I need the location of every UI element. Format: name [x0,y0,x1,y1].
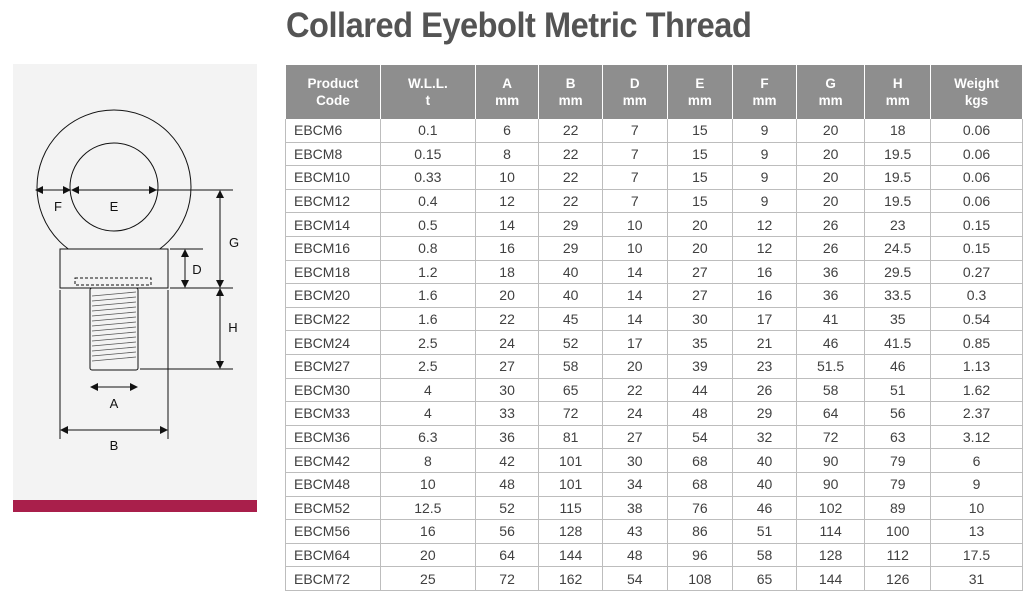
column-header-line2: mm [885,93,910,108]
table-row [286,189,1023,213]
column-header [931,65,1023,119]
table-cell: 7 [602,119,667,142]
table-row [286,472,1023,496]
column-header [602,65,667,119]
table-cell: 14 [475,213,539,237]
table-cell: 102 [796,496,865,520]
table-cell: 3.12 [931,425,1023,449]
table-cell: 24 [602,402,667,426]
table-cell: 40 [539,260,603,284]
table-cell: 72 [539,402,603,426]
table-cell: 26 [796,236,865,260]
table-cell: 1.2 [380,260,475,284]
table-cell: 65 [733,567,797,591]
column-header-line2: mm [687,93,712,108]
table-cell: 86 [667,520,733,544]
column-header-line2: mm [622,93,647,108]
table-cell: 0.8 [380,236,475,260]
table-cell: 23 [733,354,797,378]
column-header-line1: Product [307,76,359,91]
table-cell: 22 [539,142,603,166]
table-cell: 2.5 [380,331,475,355]
table-cell: 9 [733,189,797,213]
table-row [286,166,1023,190]
table-cell: 31 [931,567,1023,591]
column-header-line1: D [629,76,640,91]
table-cell: 38 [602,496,667,520]
table-cell: 114 [796,520,865,544]
column-header-line1: Weight [954,76,999,91]
table-row [286,142,1023,166]
eye-outer-circle [37,110,191,264]
table-cell: 144 [539,543,603,567]
column-header-line2: mm [818,93,843,108]
column-header-line2: kgs [964,93,989,108]
table-cell: 36 [796,284,865,308]
table-cell: 144 [796,567,865,591]
table-body [286,119,1023,590]
table-cell: 17.5 [931,543,1023,567]
table-cell: 26 [796,213,865,237]
table-cell: 162 [539,567,603,591]
table-cell: 20 [667,213,733,237]
table-cell: 46 [865,354,931,378]
column-header-line2: Code [316,93,350,108]
table-cell: 16 [733,284,797,308]
table-cell: 29 [539,236,603,260]
table-cell: 15 [667,119,733,142]
table-cell: 6.3 [380,425,475,449]
table-cell: 10 [380,472,475,496]
table-cell: 22 [539,189,603,213]
table-cell: 20 [796,142,865,166]
accent-bar [13,500,257,512]
eye-inner-circle [70,143,158,231]
table-cell: 42 [475,449,539,473]
table-cell: 22 [539,119,603,142]
column-header [475,65,539,119]
table-row [286,520,1023,544]
table-cell: 7 [602,189,667,213]
table-row [286,236,1023,260]
table-cell: 9 [733,166,797,190]
table-cell: 40 [733,449,797,473]
eyebolt-diagram [13,64,257,500]
table-cell: 51 [865,378,931,402]
product-code-cell: EBCM72 [286,567,381,591]
product-code-cell: EBCM20 [286,284,381,308]
table-cell: 12.5 [380,496,475,520]
table-cell: 0.06 [931,189,1023,213]
table-row [286,284,1023,308]
table-cell: 12 [733,236,797,260]
table-cell: 24.5 [865,236,931,260]
table-cell: 40 [733,472,797,496]
table-cell: 81 [539,425,603,449]
table-cell: 24 [475,331,539,355]
page-title: Collared Eyebolt Metric Thread [286,6,752,45]
table-cell: 72 [796,425,865,449]
table-row [286,449,1023,473]
table-cell: 101 [539,472,603,496]
table-cell: 44 [667,378,733,402]
table-cell: 2.5 [380,354,475,378]
table-cell: 128 [539,520,603,544]
table-cell: 35 [865,307,931,331]
table-cell: 15 [667,166,733,190]
table-cell: 126 [865,567,931,591]
table-cell: 29 [733,402,797,426]
table-cell: 34 [602,472,667,496]
table-cell: 8 [380,449,475,473]
product-code-cell: EBCM24 [286,331,381,355]
table-cell: 20 [380,543,475,567]
table-cell: 54 [667,425,733,449]
table-cell: 30 [602,449,667,473]
table-cell: 29 [539,213,603,237]
table-cell: 4 [380,378,475,402]
table-cell: 14 [602,284,667,308]
table-cell: 18 [475,260,539,284]
table-cell: 48 [667,402,733,426]
table-cell: 41 [796,307,865,331]
product-code-cell: EBCM33 [286,402,381,426]
product-code-cell: EBCM52 [286,496,381,520]
table-cell: 14 [602,260,667,284]
table-cell: 32 [733,425,797,449]
column-header [733,65,797,119]
table-cell: 79 [865,472,931,496]
table-cell: 101 [539,449,603,473]
table-cell: 10 [602,236,667,260]
table-cell: 26 [733,378,797,402]
table-cell: 68 [667,449,733,473]
table-cell: 12 [733,213,797,237]
table-row [286,260,1023,284]
table-cell: 15 [667,142,733,166]
table-cell: 46 [796,331,865,355]
table-cell: 58 [539,354,603,378]
product-code-cell: EBCM6 [286,119,381,142]
table-cell: 4 [380,402,475,426]
column-header-line1: W.L.L. [407,76,448,91]
table-cell: 1.13 [931,354,1023,378]
table-cell: 36 [475,425,539,449]
table-cell: 65 [539,378,603,402]
table-cell: 27 [667,284,733,308]
table-cell: 7 [602,142,667,166]
label-d: D [192,262,202,277]
table-cell: 17 [602,331,667,355]
product-code-cell: EBCM16 [286,236,381,260]
table-cell: 115 [539,496,603,520]
table-cell: 39 [667,354,733,378]
column-header-line2: mm [558,93,583,108]
table-cell: 41.5 [865,331,931,355]
table-cell: 16 [475,236,539,260]
table-row [286,378,1023,402]
label-a: A [109,396,119,411]
table-cell: 22 [602,378,667,402]
table-cell: 1.6 [380,284,475,308]
table-cell: 20 [796,189,865,213]
table-cell: 9 [733,119,797,142]
table-cell: 45 [539,307,603,331]
table-cell: 16 [733,260,797,284]
table-cell: 20 [602,354,667,378]
column-header [539,65,603,119]
table-cell: 43 [602,520,667,544]
column-header-line2: mm [752,93,777,108]
column-header-line2: mm [495,93,520,108]
table-cell: 100 [865,520,931,544]
label-g: G [228,235,240,250]
column-header-line1: G [825,76,836,91]
product-code-cell: EBCM64 [286,543,381,567]
table-cell: 52 [539,331,603,355]
table-row [286,354,1023,378]
table-row [286,402,1023,426]
table-cell: 35 [667,331,733,355]
table-cell: 33.5 [865,284,931,308]
table-cell: 30 [475,378,539,402]
product-code-cell: EBCM10 [286,166,381,190]
table-cell: 23 [865,213,931,237]
column-header [380,65,475,119]
table-cell: 10 [475,166,539,190]
collar-outline [60,249,168,288]
table-cell: 48 [475,472,539,496]
table-row [286,543,1023,567]
product-code-cell: EBCM18 [286,260,381,284]
table-cell: 1.6 [380,307,475,331]
table-cell: 1.62 [931,378,1023,402]
table-cell: 27 [667,260,733,284]
table-cell: 7 [602,166,667,190]
table-cell: 0.15 [931,236,1023,260]
table-cell: 68 [667,472,733,496]
column-header-line1: E [695,76,705,91]
table-row [286,119,1023,142]
table-cell: 51.5 [796,354,865,378]
product-code-cell: EBCM42 [286,449,381,473]
table-cell: 22 [475,307,539,331]
label-b: B [109,438,119,453]
table-cell: 0.1 [380,119,475,142]
table-row [286,567,1023,591]
label-h: H [228,320,238,335]
table-cell: 46 [733,496,797,520]
table-cell: 14 [602,307,667,331]
eyebolt-drawing [13,64,257,500]
table-cell: 0.06 [931,142,1023,166]
column-header-line1: H [892,76,903,91]
column-header [865,65,931,119]
table-cell: 20 [796,119,865,142]
table-cell: 0.4 [380,189,475,213]
label-e: E [109,199,119,214]
table-cell: 54 [602,567,667,591]
table-cell: 0.15 [380,142,475,166]
table-cell: 36 [796,260,865,284]
column-header [286,65,381,119]
column-header [796,65,865,119]
table-header-row [286,65,1023,119]
table-cell: 2.37 [931,402,1023,426]
table-cell: 20 [475,284,539,308]
table-cell: 30 [667,307,733,331]
column-header-line1: B [565,76,576,91]
product-code-cell: EBCM48 [286,472,381,496]
table-cell: 6 [931,449,1023,473]
table-cell: 64 [796,402,865,426]
table-cell: 22 [539,166,603,190]
column-header-line1: F [760,76,769,91]
table-row [286,496,1023,520]
column-header [667,65,733,119]
table-cell: 90 [796,472,865,496]
table-cell: 9 [733,142,797,166]
table-cell: 63 [865,425,931,449]
product-code-cell: EBCM14 [286,213,381,237]
table-cell: 0.06 [931,166,1023,190]
table-cell: 40 [539,284,603,308]
specifications-table [285,65,1023,591]
table-cell: 51 [733,520,797,544]
product-code-cell: EBCM27 [286,354,381,378]
table-cell: 0.06 [931,119,1023,142]
column-header-line1: A [502,76,512,91]
table-cell: 96 [667,543,733,567]
table-cell: 0.3 [931,284,1023,308]
table-cell: 0.27 [931,260,1023,284]
table-cell: 18 [865,119,931,142]
table-cell: 19.5 [865,142,931,166]
table-row [286,425,1023,449]
table-cell: 10 [602,213,667,237]
product-code-cell: EBCM22 [286,307,381,331]
table-cell: 128 [796,543,865,567]
table-cell: 20 [667,236,733,260]
table-cell: 33 [475,402,539,426]
table-cell: 58 [796,378,865,402]
table-cell: 0.85 [931,331,1023,355]
table-cell: 19.5 [865,189,931,213]
table-cell: 0.54 [931,307,1023,331]
table-cell: 89 [865,496,931,520]
product-code-cell: EBCM56 [286,520,381,544]
table-cell: 108 [667,567,733,591]
table-cell: 52 [475,496,539,520]
table-row [286,213,1023,237]
table-cell: 29.5 [865,260,931,284]
table-cell: 48 [602,543,667,567]
product-code-cell: EBCM30 [286,378,381,402]
table-cell: 56 [865,402,931,426]
table-row [286,331,1023,355]
table-cell: 21 [733,331,797,355]
table-cell: 112 [865,543,931,567]
table-cell: 72 [475,567,539,591]
table-cell: 27 [602,425,667,449]
table-cell: 27 [475,354,539,378]
table-cell: 64 [475,543,539,567]
product-code-cell: EBCM8 [286,142,381,166]
table-cell: 0.33 [380,166,475,190]
table-cell: 8 [475,142,539,166]
table-cell: 17 [733,307,797,331]
table-cell: 12 [475,189,539,213]
table-cell: 0.15 [931,213,1023,237]
product-code-cell: EBCM12 [286,189,381,213]
table-cell: 6 [475,119,539,142]
table-cell: 0.5 [380,213,475,237]
table-cell: 90 [796,449,865,473]
table-cell: 20 [796,166,865,190]
column-header-line2: t [425,93,431,108]
product-code-cell: EBCM36 [286,425,381,449]
table-cell: 15 [667,189,733,213]
table-cell: 25 [380,567,475,591]
table-cell: 79 [865,449,931,473]
table-cell: 16 [380,520,475,544]
table-cell: 13 [931,520,1023,544]
label-f: F [54,199,62,214]
table-cell: 19.5 [865,166,931,190]
table-row [286,307,1023,331]
table-cell: 10 [931,496,1023,520]
table-cell: 58 [733,543,797,567]
table-cell: 76 [667,496,733,520]
table-cell: 9 [931,472,1023,496]
table-cell: 56 [475,520,539,544]
